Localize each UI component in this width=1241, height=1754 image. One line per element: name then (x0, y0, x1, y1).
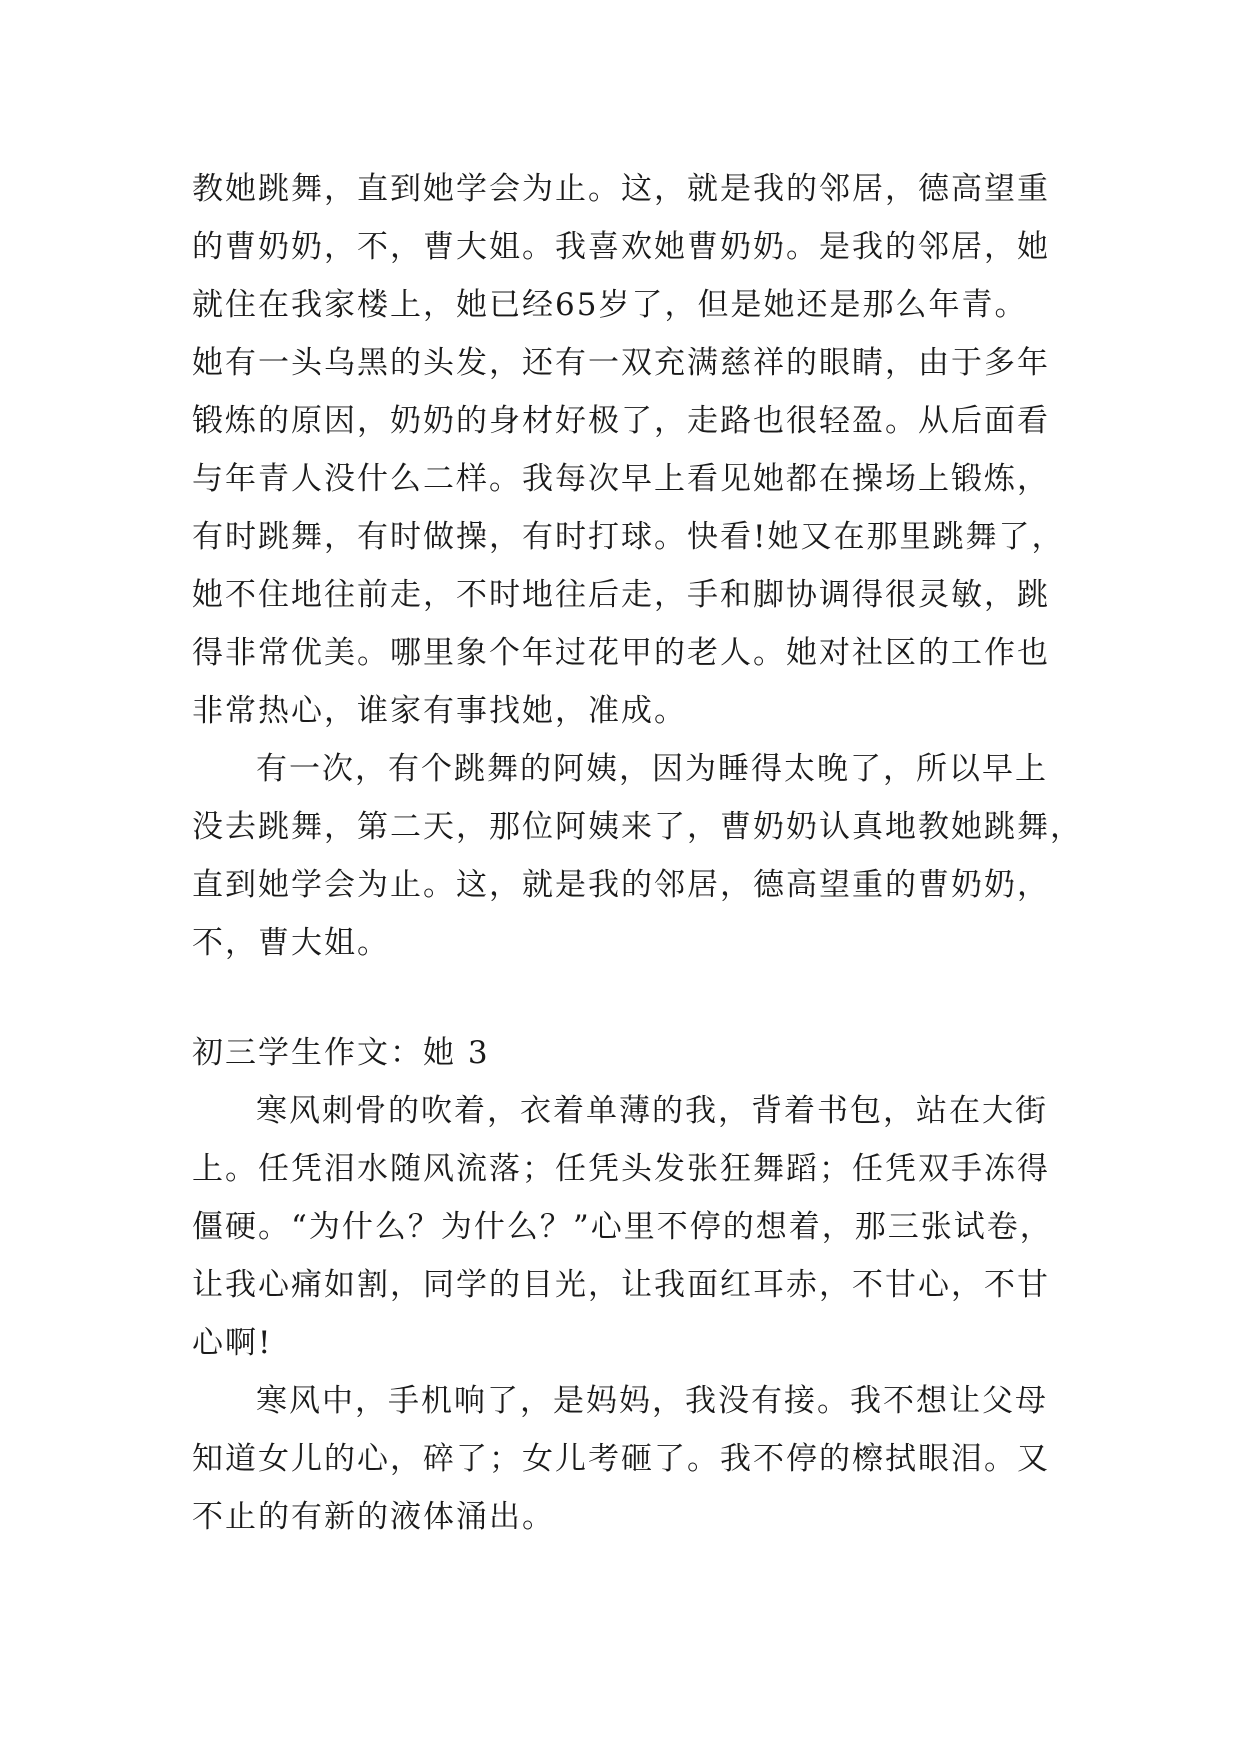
text-line: 与年青人没什么二样。我每次早上看见她都在操场上锻炼， (192, 461, 1050, 497)
text-line: 教她跳舞，直到她学会为止。这，就是我的邻居，德高望重 (192, 171, 1050, 207)
text-line: 没去跳舞，第二天，那位阿姨来了，曹奶奶认真地教她跳舞， (192, 809, 1083, 845)
text-line: 心啊! (192, 1325, 273, 1361)
text-line: 寒风刺骨的吹着，衣着单薄的我，背着书包，站在大街 (256, 1093, 1048, 1129)
text-line: 上。任凭泪水随风流落；任凭头发张狂舞蹈；任凭双手冻得 (192, 1151, 1050, 1187)
text-line: 不，曹大姐。 (192, 925, 390, 961)
text-line: 僵硬。“为什么？为什么？”心里不停的想着，那三张试卷， (192, 1209, 1053, 1245)
text-line: 不止的有新的液体涌出。 (192, 1499, 555, 1535)
text-line: 让我心痛如割，同学的目光，让我面红耳赤，不甘心，不甘 (192, 1267, 1050, 1303)
text-line: 得非常优美。哪里象个年过花甲的老人。她对社区的工作也 (192, 635, 1050, 671)
text-line: 非常热心，谁家有事找她，准成。 (192, 693, 687, 729)
text-line: 就住在我家楼上，她已经65岁了，但是她还是那么年青。 (192, 287, 1028, 323)
text-line: 有时跳舞，有时做操，有时打球。快看!她又在那里跳舞了， (192, 519, 1065, 555)
text-line: 锻炼的原因，奶奶的身材好极了，走路也很轻盈。从后面看 (192, 403, 1050, 439)
text-line: 知道女儿的心，碎了；女儿考砸了。我不停的檫拭眼泪。又 (192, 1441, 1050, 1477)
text-line: 她有一头乌黑的头发，还有一双充满慈祥的眼睛，由于多年 (192, 345, 1050, 381)
section-gap (192, 972, 1072, 1024)
text-line: 直到她学会为止。这，就是我的邻居，德高望重的曹奶奶， (192, 867, 1050, 903)
paragraph (192, 740, 1083, 972)
text-line: 她不住地往前走，不时地往后走，手和脚协调得很灵敏，跳 (192, 577, 1050, 613)
paragraph (192, 1372, 1072, 1546)
document-page (192, 160, 1083, 1546)
text-line: 的曹奶奶，不，曹大姐。我喜欢她曹奶奶。是我的邻居，她 (192, 229, 1050, 265)
text-line: 寒风中，手机响了，是妈妈，我没有接。我不想让父母 (256, 1383, 1048, 1419)
section-heading: 初三学生作文：她 3 (192, 1035, 490, 1071)
text-line: 有一次，有个跳舞的阿姨，因为睡得太晚了，所以早上 (256, 751, 1048, 787)
paragraph (192, 1082, 1072, 1372)
paragraph (192, 160, 1072, 740)
